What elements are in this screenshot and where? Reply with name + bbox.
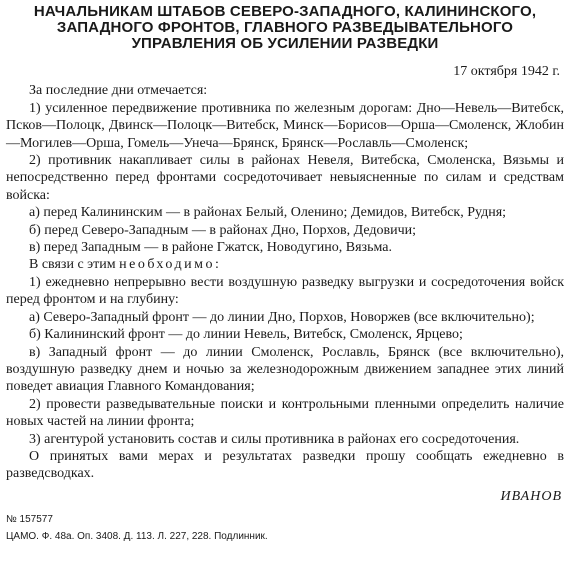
paragraph: 2) противник накапливает силы в районах Невеля, Витебска, Смоленска, Вязьмы и непосредственно перед фронтами сосредоточивает невыясненные по силам и средствам войска: <box>6 153 564 203</box>
paragraph: 1) усиленное передвижение противника по железным дорогам: Дно—Невель—Витебск, Псков—Полоцк, Двинск—Полоцк—Витебск, Минск—Борисов—Орша—Смоленск, Жлобин—Могилев—Орша, Гомель—Унеча—Брянск, Брянск—Рославль—Смоленск; <box>6 100 564 151</box>
paragraph: б) Калининский фронт — до линии Невель, Витебск, Смоленск, Ярцево; <box>29 327 463 343</box>
document-heading: НАЧАЛЬНИКАМ ШТАБОВ СЕВЕРО-ЗАПАДНОГО, КАЛИНИНСКОГО, ЗАПАДНОГО ФРОНТОВ, ГЛАВНОГО РАЗВЕДЫВАТЕЛЬНОГО УПРАВЛЕНИЯ ОБ УСИЛЕНИИ РАЗВЕДКИ <box>33 3 537 52</box>
document-date: 17 октября 1942 г. <box>453 64 560 79</box>
necessity-word: необходимо: <box>119 257 222 273</box>
archive-reference: ЦАМО. Ф. 48а. Оп. 3408. Д. 113. Л. 227, 228. Подлинник. <box>6 531 268 543</box>
document-number: № 157577 <box>6 514 53 526</box>
document-footer <box>6 511 564 545</box>
paragraph: О принятых вами мерах и результатах разведки прошу сообщать ежедневно в разведсводках. <box>6 448 564 482</box>
paragraph: За последние дни отмечается: <box>29 83 208 99</box>
paragraph: а) Северо-Западный фронт — до линии Дно, Порхов, Новоржев (все включительно); <box>29 309 535 325</box>
paragraph: 2) провести разведывательные поиски и контрольными пленными определить наличие новых частей на линии фронта; <box>6 396 564 430</box>
paragraph: а) перед Калининским — в районах Белый, Оленино; Демидов, Витебск, Рудня; <box>29 205 507 221</box>
necessity-paragraph <box>6 256 564 273</box>
signature: ИВАНОВ <box>500 488 562 504</box>
paragraph: б) перед Северо-Западным — в районах Дно, Порхов, Дедовичи; <box>29 222 417 238</box>
paragraph: 1) ежедневно непрерывно вести воздушную разведку выгрузки и сосредоточения войск перед фронтом и на глубину: <box>6 274 564 308</box>
paragraph: в) перед Западным — в районе Гжатск, Новодугино, Вязьма. <box>29 240 392 256</box>
paragraph: в) Западный фронт — до линии Смоленск, Рославль, Брянск (все включительно), воздушную разведку днем и ночью за железнодорожным движением западнее этих линий поведет авиация Главного Командования; <box>6 344 564 395</box>
document-body <box>6 82 564 482</box>
paragraph: 3) агентурой установить состав и силы противника в районах его сосредоточения. <box>29 431 520 447</box>
necessity-intro: В связи с этим <box>29 257 116 273</box>
